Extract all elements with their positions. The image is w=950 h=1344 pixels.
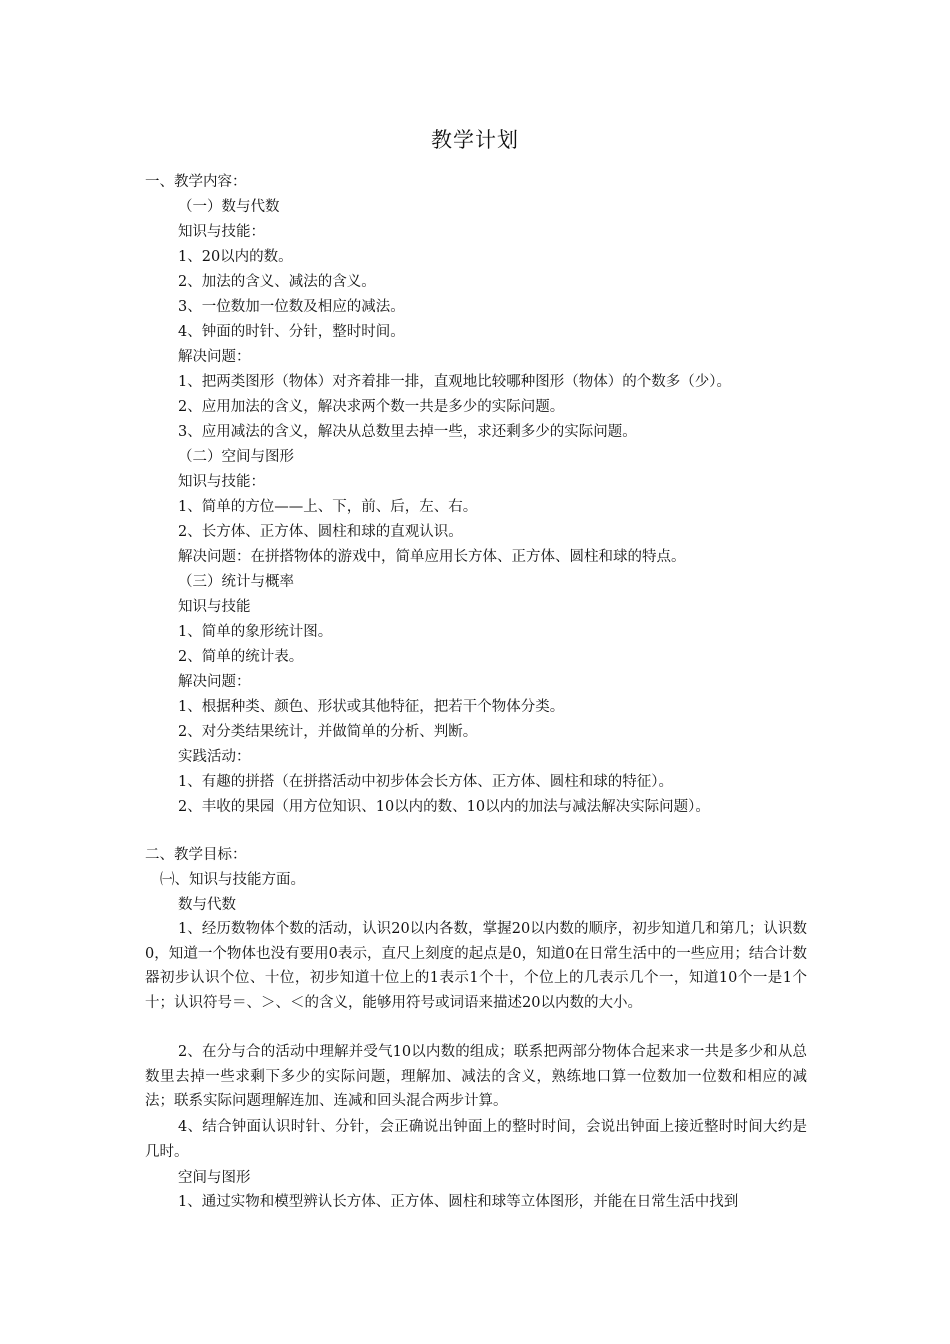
label-text: 解决问题： (178, 349, 251, 365)
topic-heading: 数与代数 (178, 897, 236, 913)
list-item: 3、应用减法的含义，解决从总数里去掉一些，求还剩多少的实际问题。 (178, 424, 637, 440)
paragraph (145, 1115, 807, 1164)
topic-heading: 空间与图形 (178, 1170, 251, 1186)
list-item: 2、应用加法的含义，解决求两个数一共是多少的实际问题。 (178, 399, 565, 415)
paragraph (145, 1040, 807, 1114)
section-heading: 一、教学内容： (145, 174, 247, 190)
label-text: 实践活动： (178, 749, 251, 765)
label-text: 知识与技能： (178, 224, 265, 240)
document-title: 教学计划 (431, 128, 519, 152)
list-item: 1、简单的方位——上、下，前、后，左、右。 (178, 499, 478, 515)
list-item: 4、钟面的时针、分针，整时时间。 (178, 324, 405, 340)
list-item: 解决问题：在拼搭物体的游戏中，简单应用长方体、正方体、圆柱和球的特点。 (178, 549, 686, 565)
list-item: 2、对分类结果统计，并做简单的分析、判断。 (178, 724, 478, 740)
label-text: 知识与技能 (178, 599, 251, 615)
list-item: 1、20以内的数。 (178, 249, 293, 265)
list-item: 1、把两类图形（物体）对齐着排一排，直观地比较哪种图形（物体）的个数多（少）。 (178, 374, 731, 390)
list-item: 2、丰收的果园（用方位知识、10以内的数、10以内的加法与减法解决实际问题）。 (178, 799, 710, 815)
list-item: 1、简单的象形统计图。 (178, 624, 333, 640)
list-item: 2、长方体、正方体、圆柱和球的直观认识。 (178, 524, 463, 540)
paragraph-text: 1、经历数物体个数的活动，认识20以内各数，掌握20以内数的顺序，初步知道几和第几；认识数0，知道一个物体也没有要用0表示，直尺上刻度的起点是0，知道0在日常生活中的一些应用；结合计数器初步认识个位、十位，初步知道十位上的1表示1个十，个位上的几表示几个一，知道10个一是1个十；认识符号＝、＞、＜的含义，能够用符号或词语来描述20以内数的大小。 (145, 921, 807, 1012)
subsection-heading: （二）空间与图形 (178, 449, 294, 465)
subsection-heading: ㈠、知识与技能方面。 (160, 872, 305, 888)
list-item: 1、根据种类、颜色、形状或其他特征，把若干个物体分类。 (178, 699, 565, 715)
list-item: 2、简单的统计表。 (178, 649, 304, 665)
subsection-heading: （一）数与代数 (178, 199, 280, 215)
label-text: 解决问题： (178, 674, 251, 690)
paragraph-text: 2、在分与合的活动中理解并受气10以内数的组成；联系把两部分物体合起来求一共是多少和从总数里去掉一些求剩下多少的实际问题，理解加、减法的含义，熟练地口算一位数加一位数和相应的减法；联系实际问题理解连加、连减和回头混合两步计算。 (145, 1044, 807, 1110)
paragraph (145, 917, 807, 1016)
list-item: 3、一位数加一位数及相应的减法。 (178, 299, 405, 315)
list-item: 1、有趣的拼搭（在拼搭活动中初步体会长方体、正方体、圆柱和球的特征）。 (178, 774, 673, 790)
paragraph-text: 1、通过实物和模型辨认长方体、正方体、圆柱和球等立体图形，并能在日常生活中找到 (178, 1194, 739, 1210)
list-item: 2、加法的含义、减法的含义。 (178, 274, 376, 290)
label-text: 知识与技能： (178, 474, 265, 490)
paragraph-text: 4、结合钟面认识时针、分针，会正确说出钟面上的整时时间，会说出钟面上接近整时时间大约是几时。 (145, 1119, 807, 1160)
paragraph (145, 1190, 807, 1215)
subsection-heading: （三）统计与概率 (178, 574, 294, 590)
section-heading: 二、教学目标： (145, 847, 247, 863)
